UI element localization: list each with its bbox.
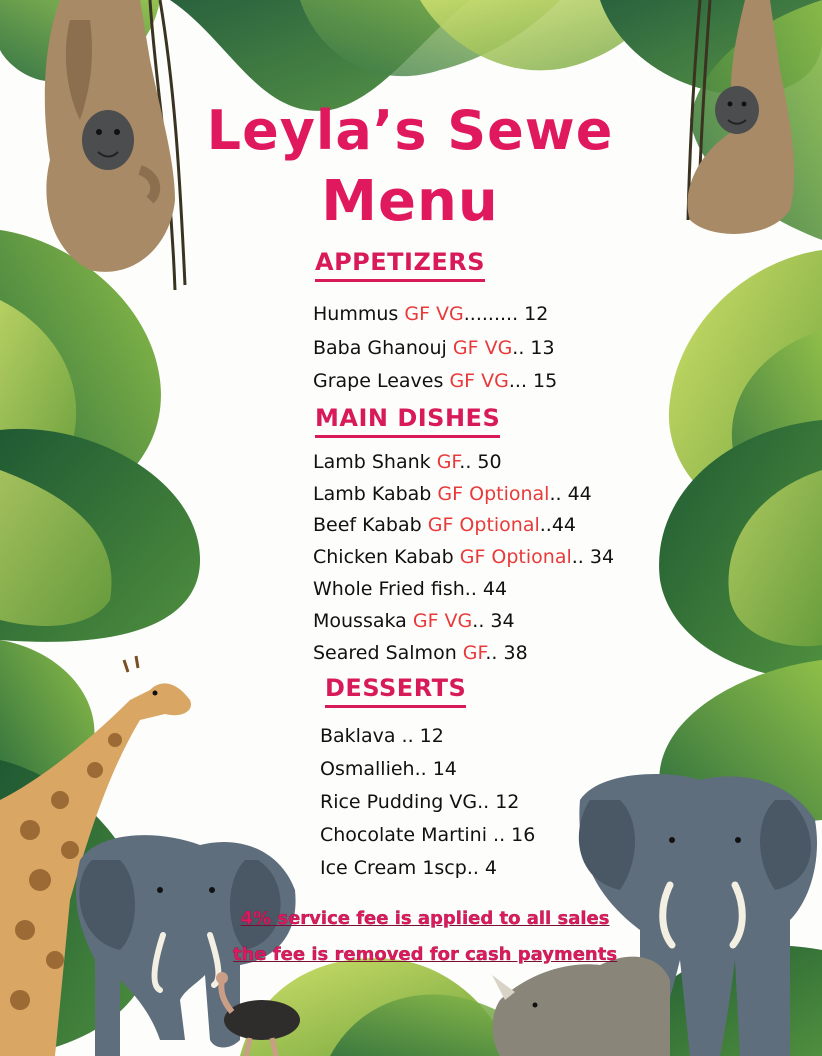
item-price: ......... 12 — [463, 303, 549, 325]
item-name: Osmallieh.. 14 — [320, 758, 457, 780]
dietary-tag: GF — [462, 642, 486, 664]
section-heading-appetizers: APPETIZERS — [315, 247, 485, 282]
section-heading-desserts: DESSERTS — [325, 673, 466, 708]
menu-item — [313, 301, 548, 327]
dietary-tag: GF VG — [412, 610, 473, 632]
menu-item — [313, 512, 576, 538]
dietary-tag: GF Optional — [459, 546, 572, 568]
menu-item — [313, 335, 555, 361]
item-name: Seared Salmon — [313, 642, 457, 664]
menu-item — [313, 449, 502, 475]
service-fee-notice: 4% service fee is applied to all sales — [240, 908, 610, 929]
dietary-tag: GF — [436, 451, 460, 473]
dietary-tag: GF VG — [404, 303, 464, 325]
menu-item — [313, 640, 528, 666]
menu-item — [313, 544, 614, 570]
item-name: Moussaka — [313, 610, 407, 632]
dietary-tag: GF VG — [452, 337, 513, 359]
item-price: ... 15 — [508, 370, 558, 392]
item-name: Lamb Shank — [313, 451, 431, 473]
leaf-left-cluster — [0, 230, 200, 804]
item-price: .. 34 — [472, 610, 515, 632]
item-name: Beef Kabab — [313, 514, 422, 536]
item-name: Rice Pudding VG.. 12 — [320, 791, 520, 813]
menu-item — [313, 576, 507, 602]
item-price: .. 50 — [459, 451, 502, 473]
item-name: Whole Fried fish.. 44 — [313, 578, 508, 600]
dietary-tag: GF Optional — [437, 483, 550, 505]
item-name: Baklava .. 12 — [320, 725, 444, 747]
rhino-icon — [492, 957, 670, 1056]
item-price: .. 13 — [512, 337, 555, 359]
cash-payment-notice: the fee is removed for cash payments — [232, 944, 618, 965]
menu-item — [313, 481, 592, 507]
menu-item — [313, 608, 515, 634]
section-heading-main-dishes: MAIN DISHES — [315, 403, 500, 438]
menu-item — [320, 723, 444, 749]
orangutan-left-icon — [45, 0, 175, 272]
menu-item — [313, 368, 557, 394]
item-name: Ice Cream 1scp.. 4 — [320, 857, 498, 879]
item-price: .. 38 — [485, 642, 528, 664]
dietary-tag: GF VG — [449, 370, 509, 392]
restaurant-title: Leyla’s Sewe — [206, 99, 614, 162]
item-name: Lamb Kabab — [313, 483, 432, 505]
item-name: Grape Leaves — [313, 370, 444, 392]
item-name: Chocolate Martini .. 16 — [320, 824, 536, 846]
menu-item — [320, 789, 519, 815]
item-name: Hummus — [313, 303, 399, 325]
dietary-tag: GF Optional — [427, 514, 540, 536]
item-name: Chicken Kabab — [313, 546, 454, 568]
item-price: .. 44 — [549, 483, 592, 505]
menu-item — [320, 822, 535, 848]
menu-item — [320, 855, 497, 881]
item-name: Baba Ghanouj — [313, 337, 447, 359]
item-price: ..44 — [539, 514, 577, 536]
menu-item — [320, 756, 457, 782]
menu-title: Menu — [321, 169, 499, 234]
item-price: .. 34 — [571, 546, 615, 568]
